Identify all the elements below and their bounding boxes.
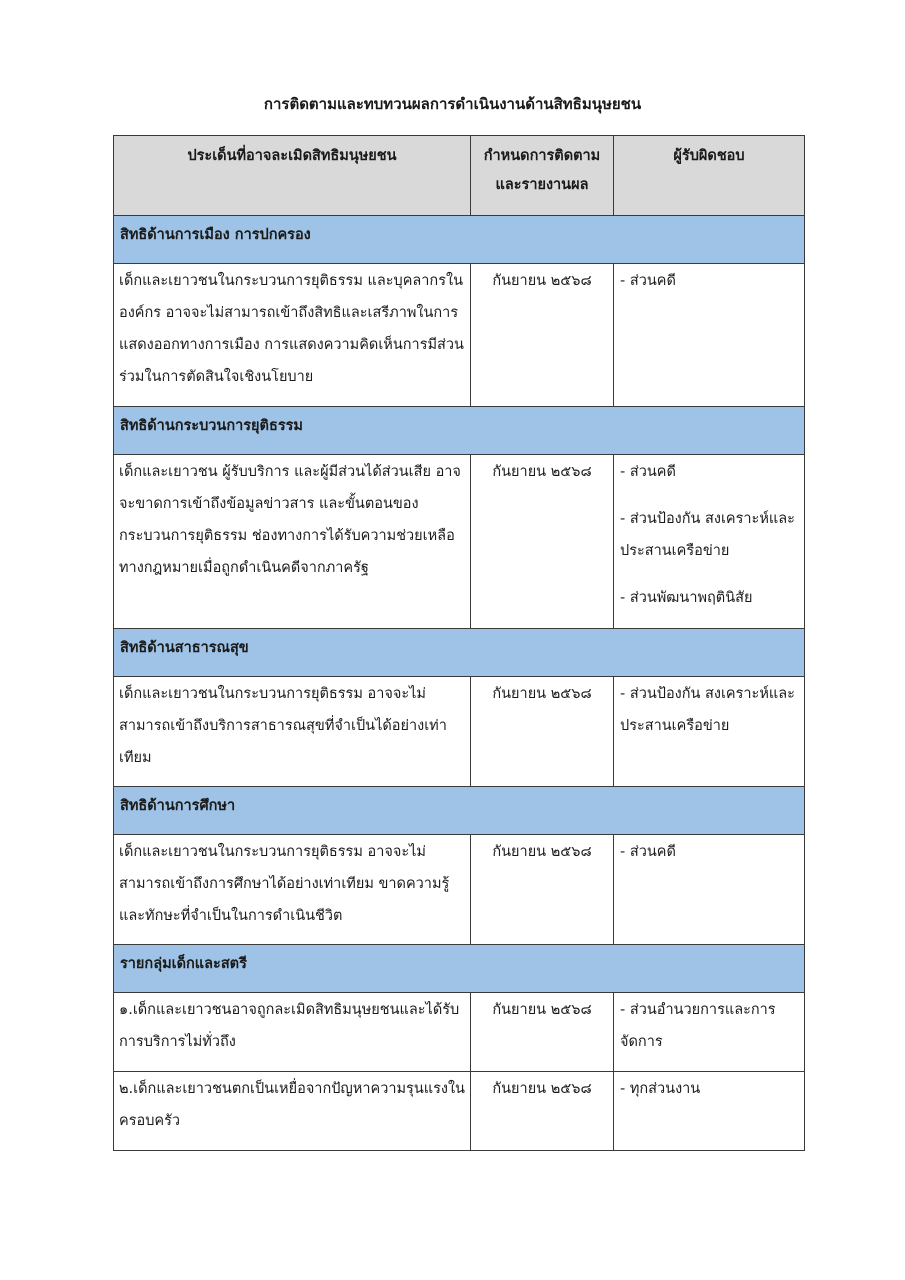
responsible-unit: - ส่วนอำนวยการและการจัดการ bbox=[620, 1002, 776, 1050]
human-rights-monitoring-table bbox=[113, 135, 805, 1151]
section-heading: รายกลุ่มเด็กและสตรี bbox=[114, 945, 805, 993]
responsible-unit: - ส่วนคดี bbox=[620, 273, 676, 289]
section-heading: สิทธิด้านการศึกษา bbox=[114, 787, 805, 835]
header-issue: ประเด็นที่อาจละเมิดสิทธิมนุษยชน bbox=[114, 136, 471, 216]
responsible-unit: - ส่วนพัฒนาพฤตินิสัย bbox=[620, 590, 753, 606]
section-heading: สิทธิด้านการเมือง การปกครอง bbox=[114, 216, 805, 264]
responsible-unit: - ส่วนคดี bbox=[620, 464, 676, 480]
table-row bbox=[114, 264, 805, 407]
section-row bbox=[114, 407, 805, 455]
issue-cell: เด็กและเยาวชนในกระบวนการยุติธรรม และบุคลากรในองค์กร อาจจะไม่สามารถเข้าถึงสิทธิและเสรีภาพในการแสดงออกทางการเมือง การแสดงความคิดเห็นการมีส่วนร่วมในการตัดสินใจเชิงนโยบาย bbox=[114, 264, 471, 407]
header-deadline-line1: กำหนดการติดตาม bbox=[483, 148, 601, 164]
issue-cell: เด็กและเยาวชนในกระบวนการยุติธรรม อาจจะไม่สามารถเข้าถึงการศึกษาได้อย่างเท่าเทียม ขาดความรู้และทักษะที่จำเป็นในการดำเนินชีวิต bbox=[114, 835, 471, 945]
header-deadline bbox=[471, 136, 614, 216]
deadline-cell: กันยายน ๒๕๖๘ bbox=[471, 835, 614, 945]
responsible-unit: - ส่วนป้องกัน สงเคราะห์และประสานเครือข่าย bbox=[620, 686, 795, 734]
table-row bbox=[114, 993, 805, 1072]
deadline-cell: กันยายน ๒๕๖๘ bbox=[471, 264, 614, 407]
document-title: การติดตามและทบทวนผลการดำเนินงานด้านสิทธิมนุษยชน bbox=[263, 95, 642, 113]
responsible-cell bbox=[614, 455, 805, 629]
responsible-cell bbox=[614, 264, 805, 407]
table-header-row bbox=[114, 136, 805, 216]
deadline-cell: กันยายน ๒๕๖๘ bbox=[471, 993, 614, 1072]
section-row bbox=[114, 629, 805, 677]
section-row bbox=[114, 945, 805, 993]
deadline-cell: กันยายน ๒๕๖๘ bbox=[471, 677, 614, 787]
header-deadline-line2: และรายงานผล bbox=[495, 177, 589, 193]
table-row bbox=[114, 455, 805, 629]
table-row bbox=[114, 677, 805, 787]
responsible-cell bbox=[614, 1072, 805, 1151]
issue-cell: ๑.เด็กและเยาวชนอาจถูกละเมิดสิทธิมนุษยชนและได้รับการบริการไม่ทั่วถึง bbox=[114, 993, 471, 1072]
responsible-cell bbox=[614, 835, 805, 945]
deadline-cell: กันยายน ๒๕๖๘ bbox=[471, 1072, 614, 1151]
table-row bbox=[114, 1072, 805, 1151]
deadline-cell: กันยายน ๒๕๖๘ bbox=[471, 455, 614, 629]
responsible-unit: - ส่วนป้องกัน สงเคราะห์และประสานเครือข่าย bbox=[620, 511, 795, 559]
section-row bbox=[114, 787, 805, 835]
responsible-cell bbox=[614, 677, 805, 787]
responsible-unit: - ส่วนคดี bbox=[620, 844, 676, 860]
issue-cell: ๒.เด็กและเยาวชนตกเป็นเหยื่อจากปัญหาความรุนแรงในครอบครัว bbox=[114, 1072, 471, 1151]
issue-cell: เด็กและเยาวชนในกระบวนการยุติธรรม อาจจะไม่สามารถเข้าถึงบริการสาธารณสุขที่จำเป็นได้อย่างเท่าเทียม bbox=[114, 677, 471, 787]
issue-cell: เด็กและเยาวชน ผู้รับบริการ และผู้มีส่วนได้ส่วนเสีย อาจจะขาดการเข้าถึงข้อมูลข่าวสาร และขั้นตอนของกระบวนการยุติธรรม ช่องทางการได้รับความช่วยเหลือทางกฎหมายเมื่อถูกดำเนินคดีจากภาครัฐ bbox=[114, 455, 471, 629]
section-row bbox=[114, 216, 805, 264]
section-heading: สิทธิด้านกระบวนการยุติธรรม bbox=[114, 407, 805, 455]
table-row bbox=[114, 835, 805, 945]
responsible-unit: - ทุกส่วนงาน bbox=[620, 1081, 701, 1097]
header-responsible: ผู้รับผิดชอบ bbox=[614, 136, 805, 216]
section-heading: สิทธิด้านสาธารณสุข bbox=[114, 629, 805, 677]
responsible-cell bbox=[614, 993, 805, 1072]
